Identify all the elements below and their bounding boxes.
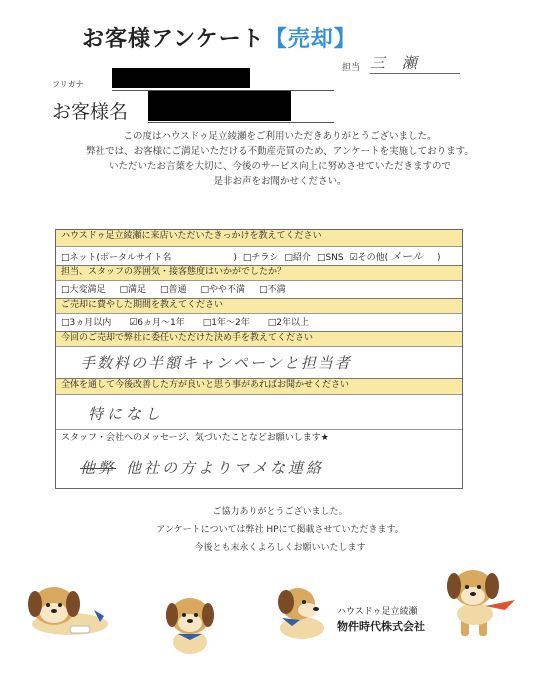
option-referral[interactable]: □紹介 xyxy=(284,253,311,263)
option-other-close: ) xyxy=(436,253,441,263)
closing-text xyxy=(60,503,500,557)
answer-4-area xyxy=(56,346,462,378)
option-dissatisfied[interactable]: □不満 xyxy=(259,285,286,295)
staff-label: 担当 xyxy=(342,63,361,73)
dog-side-icon xyxy=(268,582,330,642)
name-underline xyxy=(148,122,334,123)
furigana-label: フリガナ xyxy=(52,80,84,89)
answer-3 xyxy=(56,313,462,331)
redacted-customer-name xyxy=(148,91,291,121)
answer-6-handwritten xyxy=(80,457,324,478)
survey-form xyxy=(55,229,463,489)
question-4: 今回のご売却で弊社に委任いただけた決め手を教えてください xyxy=(56,331,462,346)
option-slightly-dissatisfied[interactable]: □やや不満 xyxy=(200,285,246,295)
question-3: ご売却に費やした期間を教えてください xyxy=(56,298,462,313)
answer-2 xyxy=(56,280,462,298)
title-text: お客様アンケート xyxy=(82,27,265,52)
company-subtitle: ハウスドゥ足立綾瀬 xyxy=(337,607,418,617)
answer-1 xyxy=(56,246,462,265)
company-name: 物件時代株式会社 xyxy=(337,620,425,633)
dog-lying-icon xyxy=(22,580,112,640)
option-very-satisfied[interactable]: □大変満足 xyxy=(61,285,106,295)
option-net[interactable]: □ネット(ポータルサイト名 xyxy=(61,253,172,263)
intro-line: 是非お声をお聞かせください。 xyxy=(213,176,347,187)
intro-line: この度はハウスドゥ足立綾瀬をご利用いただきありがとうございました。 xyxy=(123,131,437,142)
option-flyer[interactable]: □チラシ xyxy=(242,253,279,263)
option-over-2-years[interactable]: □2年以上 xyxy=(267,318,309,328)
answer-6-area xyxy=(56,445,462,488)
dog-sitting-icon xyxy=(160,590,220,655)
question-1: ハウスドゥ足立綾瀬に来店いただいたきっかけを教えてください xyxy=(56,230,462,246)
closing-line: アンケートについては弊社 HPにて掲載させていただきます。 xyxy=(156,525,404,535)
answer-5-area xyxy=(56,394,462,429)
customer-name-label: お客様名 xyxy=(52,101,129,123)
answer-6-text: 他社の方よりマメな連絡 xyxy=(126,459,325,477)
intro-line: いただいたお言葉を大切に、今後のサービス向上に努めさせていただきますので xyxy=(108,161,451,172)
question-2: 担当、スタッフの雰囲気・接客態度はいかがでしたか？ xyxy=(56,265,462,280)
option-net-close: ) xyxy=(233,253,237,263)
closing-line: ご協力ありがとうございました。 xyxy=(212,507,348,517)
option-1-2-years[interactable]: □1年～2年 xyxy=(202,318,250,328)
option-other[interactable]: ☑その他( xyxy=(349,253,389,263)
staff-name-field: 三 瀬 xyxy=(370,52,460,74)
title-tag: 【売却】 xyxy=(264,27,357,52)
option-within-3-months[interactable]: □3ヵ月以内 xyxy=(61,318,112,328)
closing-line: 今後とも末永くよろしくお願いいたします xyxy=(194,543,366,553)
question-5: 全体を通して今後改善した方が良いと思う事があればお聞かせください xyxy=(56,378,462,394)
answer-5-handwritten: 特になし xyxy=(88,405,165,423)
redacted-furigana xyxy=(112,68,250,88)
question-6: スタッフ・会社へのメッセージ、気づいたことなどお願いします★ xyxy=(56,429,462,445)
struck-text: 他弊 xyxy=(80,459,117,477)
answer-4-handwritten: 手数料の半額キャンペーンと担当者 xyxy=(80,354,352,372)
other-handwritten: メール xyxy=(390,250,423,263)
intro-text xyxy=(60,129,500,189)
intro-line: 弊社では、お客様にご満足いただける不動産売買のため、アンケートを実施しております。 xyxy=(86,146,474,157)
option-satisfied[interactable]: □満足 xyxy=(119,285,147,295)
dog-standing-icon xyxy=(445,568,525,648)
option-6-months-1-year[interactable]: ☑6ヵ月～1年 xyxy=(129,318,185,328)
page-title xyxy=(82,22,357,53)
option-sns[interactable]: □SNS xyxy=(316,253,344,263)
option-neutral[interactable]: □普通 xyxy=(160,285,187,295)
